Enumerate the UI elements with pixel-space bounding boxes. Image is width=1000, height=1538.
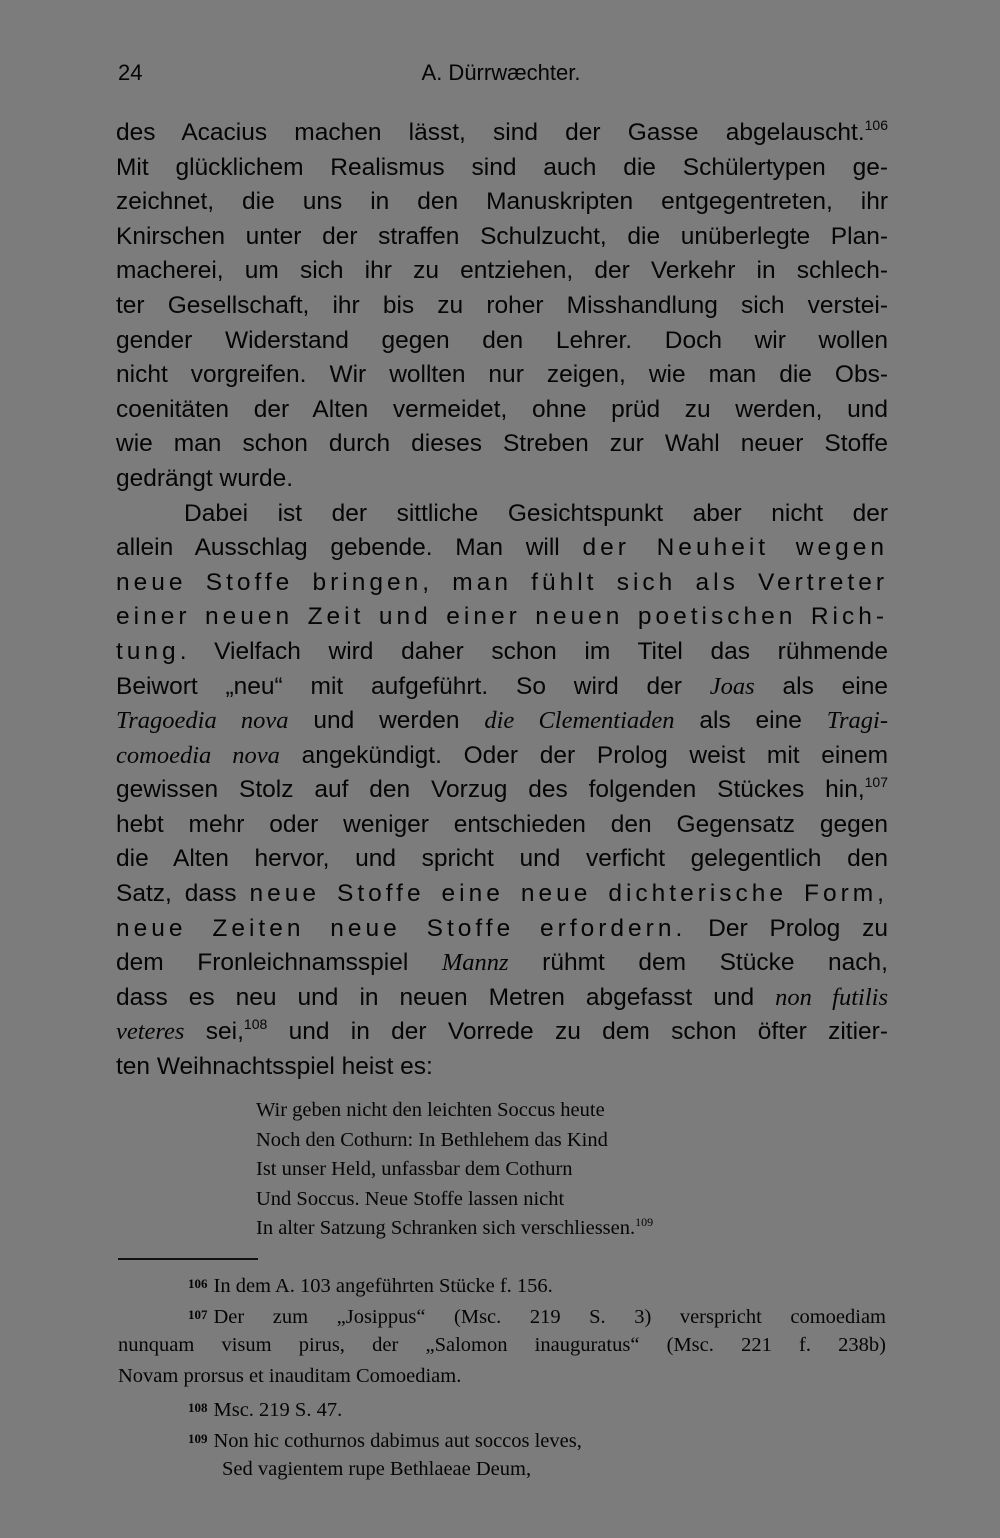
text-line (116, 877, 888, 912)
spaced-text: neue Zeiten neue Stoffe erfordern. (116, 914, 687, 942)
italic-quote: non futilis (775, 983, 888, 1011)
footnote-text: In dem A. 103 angeführten Stücke f. 156. (213, 1275, 553, 1297)
text-line: ten Weihnachtsspiel heist es: (116, 1053, 433, 1081)
text-span: gewissen Stolz auf den Vorzug des folgenden Stückes hin, (116, 776, 865, 804)
footnote-continuation: Novam prorsus et inauditam Comoediam. (118, 1365, 462, 1387)
footnote (118, 1299, 886, 1330)
footnote-number: 106 (188, 1276, 208, 1291)
footnote (118, 1423, 886, 1454)
footnote-number: 108 (188, 1400, 208, 1415)
footnote-text: Msc. 219 S. 47. (213, 1399, 343, 1421)
text-line: gedrängt wurde. (116, 464, 294, 492)
footnote-number: 107 (188, 1307, 208, 1322)
spaced-text-line: neue Stoffe bringen, man fühlt sich als Vertreter (116, 568, 888, 596)
text-span: dem Fronleichnamsspiel (116, 949, 409, 977)
text-span: und in der Vorrede zu dem schon öfter zitier- (288, 1018, 889, 1046)
italic-title: comoedia nova (116, 741, 280, 769)
spaced-text: tung (116, 637, 180, 665)
text-line: macherei, um sich ihr zu entziehen, der Verkehr in schlech- (116, 257, 888, 285)
italic-title: die Clementiaden (484, 707, 675, 735)
body-text (116, 116, 888, 1085)
text-line (116, 773, 888, 808)
text-line (116, 1015, 888, 1050)
footnote-continuation: nunquam visum pirus, der „Salomon inauguratus“ (Msc. 221 f. 238b) (118, 1334, 886, 1356)
verse-line: Wir geben nicht den leichten Soccus heute (256, 1099, 605, 1121)
footnote (118, 1392, 886, 1423)
verse-line: Noch den Cothurn: In Bethlehem das Kind (256, 1128, 608, 1151)
text-line (116, 912, 888, 947)
footnote-ref: 108 (243, 1016, 268, 1033)
text-line: nicht vorgreifen. Wir wollten nur zeigen, wie man die Obs- (116, 361, 888, 389)
text-span: angekündigt. Oder der Prolog weist mit einem (301, 741, 888, 769)
text-line: gender Widerstand gegen den Lehrer. Doch wir wollen (116, 326, 888, 354)
text-span: als eine (699, 707, 802, 735)
text-line (116, 739, 888, 774)
text-line: Dabei ist der sittliche Gesichtspunkt aber nicht der (184, 499, 888, 527)
text-line (116, 531, 888, 566)
text-line (116, 946, 888, 981)
text-span: Beiwort „neu“ mit aufgeführt. So wird der (116, 672, 682, 700)
footnote-divider (118, 1258, 258, 1260)
italic-title: Joas (709, 672, 755, 700)
text-line: hebt mehr oder weniger entschieden den Gegensatz gegen (116, 810, 888, 838)
footnote-text: Der zum „Josippus“ (Msc. 219 S. 3) verspricht comoediam (213, 1306, 886, 1328)
verse-line: Und Soccus. Neue Stoffe lassen nicht (256, 1187, 565, 1210)
page-header (118, 60, 884, 90)
verse-line: Ist unser Held, unfassbar dem Cothurn (256, 1158, 573, 1180)
running-title: A. Dürrwæchter. (421, 60, 581, 85)
text-span: allein Ausschlag gebende. Man will (116, 534, 583, 562)
spaced-text: neue Stoffe eine neue dichterische Form, (249, 880, 888, 908)
text-line: Mit glücklichem Realismus sind auch die Schülertypen ge- (116, 153, 888, 181)
italic-title: Tragi- (826, 707, 889, 735)
text-line (116, 670, 888, 705)
footnotes (118, 1268, 886, 1485)
footnote-continuation: Sed vagientem rupe Bethlaeae Deum, (222, 1458, 532, 1480)
text-line: coenitäten der Alten vermeidet, ohne prüd zu werden, und (116, 395, 888, 423)
text-span: dass es neu und in neuen Metren abgefasst und (116, 983, 755, 1011)
footnote (118, 1268, 886, 1299)
text-span: In alter Satzung Schranken sich verschliessen. (256, 1217, 636, 1239)
footnote-text: Non hic cothurnos dabimus aut soccos leves, (213, 1430, 582, 1452)
text-line (116, 981, 888, 1016)
text-span: . Vielfach wird daher schon im Titel das rühmende (179, 637, 888, 665)
spaced-text: der Neuheit wegen (582, 534, 889, 562)
text-span: und werden (313, 707, 460, 735)
footnote-ref: 106 (864, 117, 888, 133)
text-line (116, 704, 888, 739)
text-line: die Alten hervor, und spricht und verficht gelegentlich den (116, 845, 888, 873)
text-line: ter Gesellschaft, ihr bis zu roher Misshandlung sich verstei- (116, 291, 888, 319)
text-line: wie man schon durch dieses Streben zur Wahl neuer Stoffe (116, 430, 888, 458)
footnote-ref: 107 (864, 774, 888, 791)
text-span: als eine (782, 672, 888, 700)
text-span: Satz, dass (116, 880, 250, 908)
text-line (116, 116, 888, 151)
spaced-text-line: einer neuen Zeit und einer neuen poetischen Rich- (116, 603, 888, 631)
text-line: zeichnet, die uns in den Manuskripten entgegentreten, ihr (116, 188, 888, 216)
page-number: 24 (118, 60, 143, 85)
verse-quote (256, 1096, 756, 1244)
verse-line (256, 1214, 756, 1244)
italic-quote: veteres (116, 1018, 185, 1046)
footnote-number: 109 (188, 1431, 208, 1446)
text-span: des Acacius machen lässt, sind der Gasse abgelauscht. (116, 119, 865, 146)
text-span: rühmt dem Stücke nach, (542, 949, 888, 977)
footnote-ref: 109 (635, 1215, 654, 1229)
text-line: Knirschen unter der straffen Schulzucht, die unüberlegte Plan- (116, 222, 888, 250)
text-span: Der Prolog zu (686, 914, 888, 942)
text-line (116, 635, 888, 670)
text-span: sei, (205, 1018, 244, 1046)
italic-title: Mannz (441, 949, 509, 977)
italic-title: Tragoedia nova (116, 707, 289, 735)
